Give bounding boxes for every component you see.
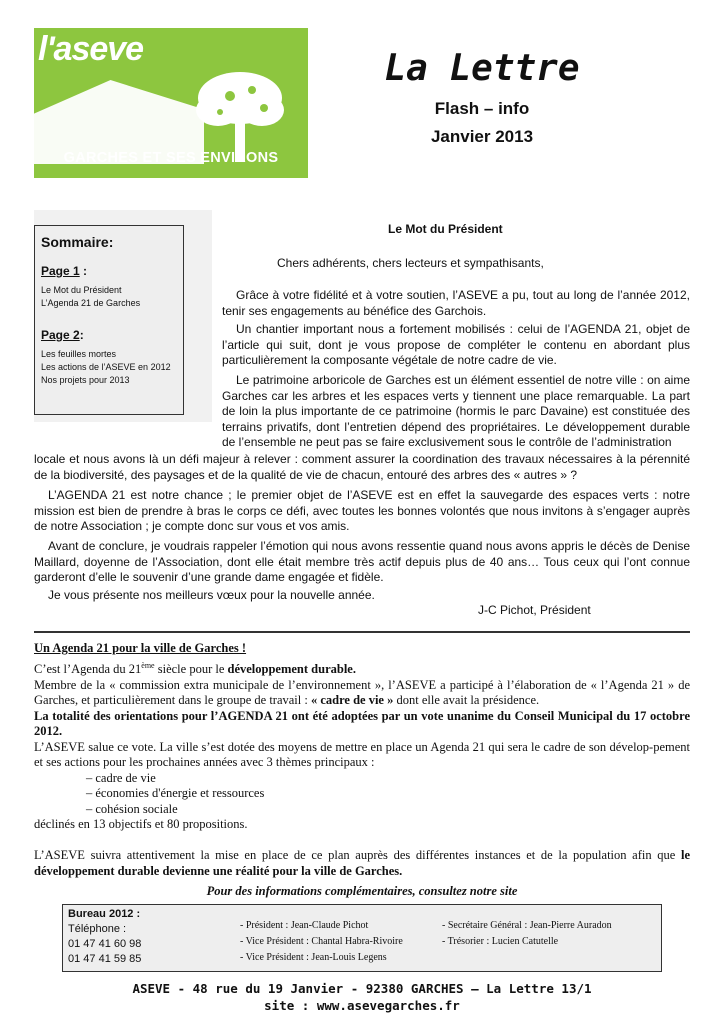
- mot-paragraph: Avant de conclure, je voudrais rappeler l’émotion qui nous avons ressentie quand nous avons appris le décès de Denise Maillard, doyenne de l’Association, dont elle était membre très actif depuis plus de 40 ans… Tous ceux qui l’ont connue garderont d’elle le souvenir d’une grande dame engagée et fidèle.: [34, 539, 690, 584]
- bureau-member: - Vice Président : Chantal Habra-Rivoire: [240, 936, 403, 947]
- agenda-theme: – cadre de vie: [86, 770, 156, 785]
- bureau-member: - Trésorier : Lucien Catutelle: [442, 936, 559, 947]
- bureau-title: Bureau 2012 :: [68, 908, 141, 920]
- sommaire-item: Les actions de l’ASEVE en 2012: [41, 362, 171, 372]
- sommaire-page2-label: Page 2: [41, 328, 80, 342]
- newsletter-header: [342, 48, 622, 147]
- agenda-body: [34, 658, 690, 833]
- agenda-info-link: Pour des informations complémentaires, consultez notre site: [206, 884, 518, 898]
- bureau-member: - Président : Jean-Claude Pichot: [240, 920, 369, 931]
- agenda-line: L’ASEVE salue ce vote. La ville s’est dotée des moyens de mettre en place un Agenda 21 qui sera le cadre de son dévelop-pement et ses actions pour les prochaines années avec 3 thèmes principaux :: [34, 739, 690, 770]
- agenda-bold-text: La totalité des orientations pour l’AGENDA 21 ont été adoptées par un vote unanime du Conseil Municipal du 17 octobre 2012.: [34, 708, 690, 739]
- agenda-text: Membre de la « commission extra municipale de l’environnement », l’ASEVE a participé à l’élaboration de « l’Agenda 21 » de Garches, et particulièrement dans le groupe de travail :: [34, 677, 690, 708]
- agenda-text: dont elle avait la présidence.: [393, 693, 540, 708]
- newsletter-subtitle: Flash – info: [434, 99, 530, 118]
- agenda-bold-text: « cadre de vie »: [310, 693, 394, 708]
- agenda-line: [34, 658, 690, 678]
- bureau-member: - Vice Président : Jean-Louis Legens: [240, 952, 387, 963]
- agenda-theme: – économies d'énergie et ressources: [86, 786, 265, 801]
- mot-paragraph: Je vous présente nos meilleurs vœux pour la nouvelle année.: [48, 588, 375, 602]
- bureau-members-left: [240, 918, 403, 966]
- newsletter-date: Janvier 2013: [430, 127, 534, 146]
- section-divider: [34, 631, 690, 633]
- agenda-line: déclinés en 13 objectifs et 80 propositions.: [34, 817, 248, 832]
- sommaire-item: Le Mot du Président: [41, 285, 122, 295]
- mot-paragraph: Un chantier important nous a fortement mobilisés : celui de l’AGENDA 21, objet de l’article qui suit, dont je vous propose de compléter le contenu en abordant plus particulièrement la composante végétale de notre cadre de vie.: [222, 322, 690, 367]
- mot-paragraph: Grâce à votre fidélité et à votre soutien, l’ASEVE a pu, tout au long de l’année 2012, tenir ses engagements au bénéfice des Garchois.: [222, 288, 690, 318]
- sommaire-page2-colon: :: [79, 328, 84, 342]
- mot-paragraph: locale et nous avons là un défi majeur à relever : comment assurer la coordination des travaux nécessaires à la pérennité de la biodiversité, des paysages et de la qualité de vie de chacun, entouré des arbres des « autres » ?: [34, 452, 690, 482]
- footer-site: site : www.asevegarches.fr: [264, 998, 460, 1013]
- agenda-bold-text: le développement durable devienne une réalité pour la ville de Garches.: [34, 848, 690, 878]
- bureau-members-right: [442, 918, 612, 950]
- agenda-text: L’ASEVE suivra attentivement la mise en place de ce plan auprès des différentes instances et de la population afin que: [34, 848, 681, 862]
- mot-salutation: Chers adhérents, chers lecteurs et sympathisants,: [277, 256, 544, 270]
- sommaire-box: [34, 225, 184, 415]
- agenda-sup: ème: [141, 661, 155, 670]
- page-footer: [0, 980, 724, 1014]
- bureau-phone-label: Téléphone :: [68, 923, 127, 935]
- mot-paragraph: Le patrimoine arboricole de Garches est un élément essentiel de notre ville : on aime Garches car les arbres et les espaces verts y tiennent une place remarquable. La part de loin la plus importante de ce patrimoine (hormis le parc Davaine) est constituée des terrains privatifs, dont l’entretien dépend des propriétaires. Le développement durable de l’ensemble ne peut pas se faire exclusivement sous le contrôle de l’administration: [222, 373, 690, 449]
- bureau-contact: [68, 907, 141, 967]
- newsletter-title: La Lettre: [384, 48, 580, 89]
- bureau-phone: 01 47 41 60 98: [68, 938, 142, 950]
- agenda-title: Un Agenda 21 pour la ville de Garches !: [34, 641, 247, 655]
- agenda-bold-text: développement durable.: [227, 662, 356, 677]
- mot-title: Le Mot du Président: [388, 222, 503, 236]
- sommaire-item: Les feuilles mortes: [41, 349, 117, 359]
- bureau-member: - Secrétaire Général : Jean-Pierre Auradon: [442, 920, 612, 931]
- footer-address: ASEVE - 48 rue du 19 Janvier - 92380 GARCHES – La Lettre 13/1: [132, 981, 592, 996]
- agenda-theme: – cohésion sociale: [86, 801, 178, 816]
- aseve-logo: [34, 28, 308, 178]
- agenda-line: [34, 709, 690, 740]
- logo-brand: l'aseve: [38, 30, 144, 68]
- sommaire-title: Sommaire:: [41, 234, 114, 250]
- sommaire-page1-colon: :: [79, 264, 88, 278]
- agenda-text: siècle pour le: [154, 662, 228, 677]
- agenda-text: C’est l’Agenda du 21: [34, 662, 142, 677]
- mot-signature: J-C Pichot, Président: [478, 603, 591, 617]
- sommaire-page1-label: Page 1: [41, 264, 80, 278]
- agenda-conclusion: [34, 848, 690, 879]
- bureau-phone: 01 47 41 59 85: [68, 953, 142, 965]
- sommaire-item: Nos projets pour 2013: [41, 375, 130, 385]
- mot-paragraph: L’AGENDA 21 est notre chance ; le premier objet de l’ASEVE est en effet la sauvegarde des espaces verts : notre mission est bien de prendre à bras le corps ce défi, avec toutes les bonnes volontés que nous invitons à s’engager auprès de notre Association ; je compte donc sur vous et vos amis.: [34, 488, 690, 533]
- sommaire-item: L’Agenda 21 de Garches: [41, 298, 141, 308]
- logo-tagline: GARCHES ET SES ENVIRONS: [63, 150, 279, 166]
- agenda-line: [34, 678, 690, 709]
